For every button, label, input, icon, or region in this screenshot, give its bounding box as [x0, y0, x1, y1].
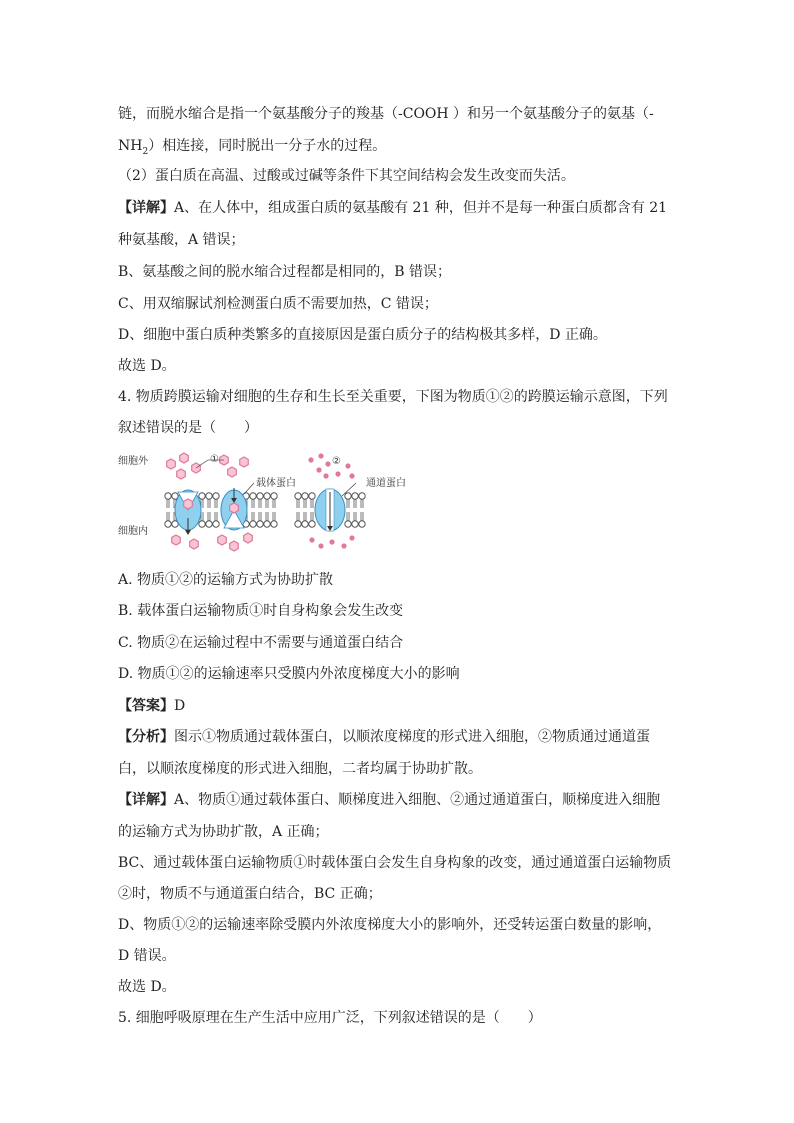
carrier-protein-label: 载体蛋白 — [256, 478, 296, 489]
q3-conclusion: 故选 D。 — [118, 358, 176, 374]
q4-detail-line-4: ②时，物质不与通道蛋白结合，BC 正确； — [118, 886, 382, 902]
q4-conclusion: 故选 D。 — [118, 979, 176, 995]
molecules-2-inside — [309, 535, 354, 548]
analysis-tag: 【分析】 — [118, 729, 174, 745]
answer-line — [118, 696, 185, 716]
detail-tag: 【详解】 — [118, 200, 174, 216]
option-b: B. 载体蛋白运输物质①时自身构象会发生改变 — [118, 603, 404, 619]
molecule-1-label: ① — [210, 454, 219, 465]
intro-line-2 — [118, 136, 386, 162]
intro-line-3: （2）蛋白质在高温、过酸或过碱等条件下其空间结构会发生改变而失活。 — [118, 168, 575, 184]
q4-detail-text-1: A、物质①通过载体蛋白、顺梯度进入细胞、②通过通道蛋白，顺梯度进入细胞 — [174, 792, 661, 808]
channel-protein — [315, 489, 345, 531]
q3-detail-line-4: C、用双缩脲试剂检测蛋白质不需要加热，C 错误； — [118, 296, 438, 312]
q4-detail-line-1 — [118, 790, 660, 810]
option-c: C. 物质②在运输过程中不需要与通道蛋白结合 — [118, 635, 404, 651]
inside-label: 细胞内 — [118, 526, 148, 537]
analysis-line-2: 白，以顺浓度梯度的形式进入细胞，二者均属于协助扩散。 — [118, 761, 482, 777]
q4-detail-line-5: D、物质①②的运输速率除受膜内外浓度梯度大小的影响外，还受转运蛋白数量的影响， — [118, 917, 662, 933]
q4-detail-line-6: D 错误。 — [118, 948, 176, 964]
intro-line-2-rest: ）相连接，同时脱出一分子水的过程。 — [148, 138, 387, 154]
molecules-1-inside — [172, 533, 253, 551]
q4-detail-line-3: BC、通过载体蛋白运输物质①时载体蛋白会发生自身构象的改变，通过通道蛋白运输物质 — [118, 855, 672, 871]
q4-stem-line-1: 4. 物质跨膜运输对细胞的生存和生长至关重要，下图为物质①②的跨膜运输示意图，下列 — [118, 389, 668, 405]
membrane-transport-figure — [116, 448, 416, 553]
q3-detail-line-3: B、氨基酸之间的脱水缩合过程都是相同的，B 错误； — [118, 264, 452, 280]
answer-tag: 【答案】 — [118, 698, 174, 714]
q3-detail-line-5: D、细胞中蛋白质种类繁多的直接原因是蛋白质分子的结构极其多样，D 正确。 — [118, 327, 607, 343]
q5-stem: 5. 细胞呼吸原理在生产生活中应用广泛，下列叙述错误的是（ ） — [118, 1010, 542, 1026]
answer-value: D — [174, 698, 186, 714]
q3-detail-line-2: 种氨基酸，A 错误； — [118, 232, 245, 248]
q4-stem-line-2: 叙述错误的是（ ） — [118, 420, 258, 436]
molecules-1-outside — [167, 453, 249, 479]
q4-detail-line-2: 的运输方式为协助扩散，A 正确； — [118, 824, 329, 840]
q3-detail-text-1: A、在人体中，组成蛋白质的氨基酸有 21 种，但并不是每一种蛋白质都含有 21 — [174, 200, 668, 216]
nh-subscript: 2 — [142, 146, 149, 157]
detail-tag-2: 【详解】 — [118, 792, 174, 808]
analysis-line-1 — [118, 727, 650, 747]
q3-detail-line-1 — [118, 198, 667, 218]
molecule-2-label: ② — [332, 456, 341, 467]
analysis-text-1: 图示①物质通过载体蛋白，以顺浓度梯度的形式进入细胞，②物质通过通道蛋 — [174, 729, 650, 745]
option-d: D. 物质①②的运输速率只受膜内外浓度梯度大小的影响 — [118, 666, 460, 682]
carrier-protein-1 — [175, 490, 201, 535]
outside-label: 细胞外 — [118, 456, 148, 467]
channel-protein-label: 通道蛋白 — [366, 478, 406, 489]
nh-text: NH — [118, 138, 143, 154]
intro-line-1: 链，而脱水缩合是指一个氨基酸分子的羧基（-COOH ）和另一个氨基酸分子的氨基（- — [118, 106, 654, 122]
option-a: A. 物质①②的运输方式为协助扩散 — [118, 572, 334, 588]
